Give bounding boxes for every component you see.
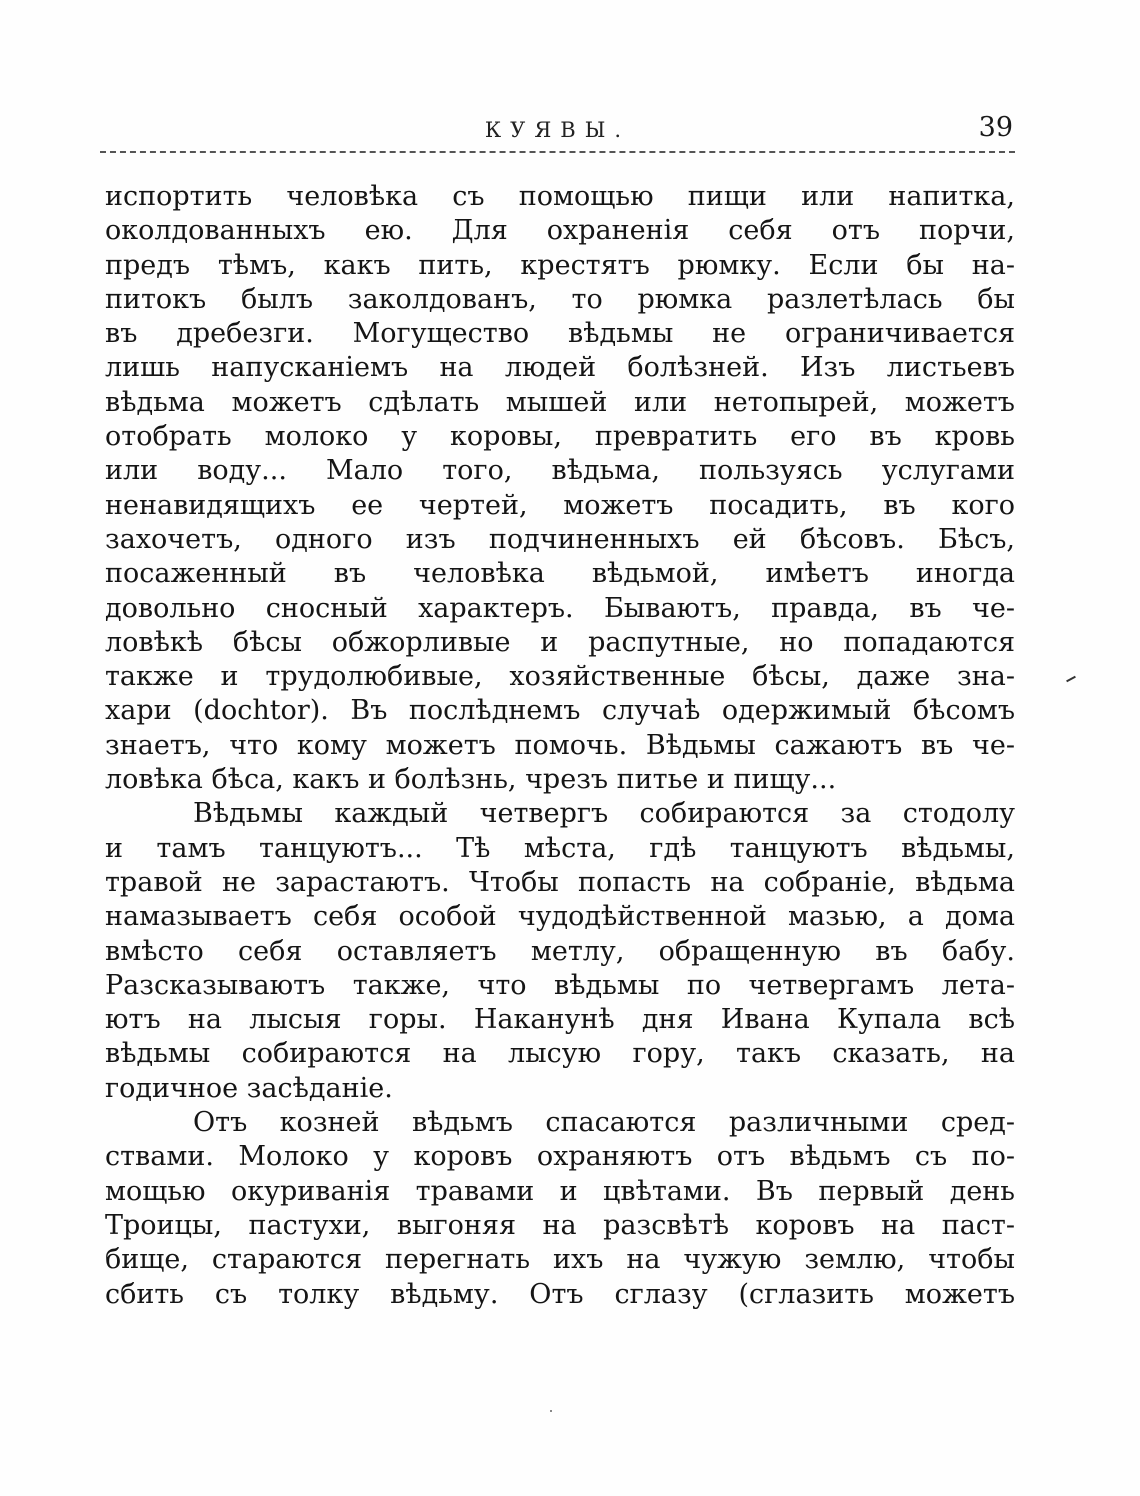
text-line: бище, стараются перегнать ихъ на чужую землю, чтобы xyxy=(105,1244,1015,1276)
text-line: Разсказываютъ также, что вѣдьмы по четвергамъ лета- xyxy=(105,969,1015,1001)
header-rule xyxy=(100,151,1015,153)
body-text xyxy=(105,180,1015,1312)
margin-mark xyxy=(1066,676,1076,682)
text-line: травой не зарастаютъ. Чтобы попасть на собраніе, вѣдьма xyxy=(105,866,1015,898)
text-line: Троицы, пастухи, выгоняя на разсвѣтѣ коровъ на паст- xyxy=(105,1209,1015,1241)
running-head xyxy=(100,112,1015,152)
paragraph-first-line: Вѣдьмы каждый четвергъ собираются за стодолу xyxy=(193,798,1015,830)
text-line: вѣдьмы собираются на лысую гору, такъ сказать, на xyxy=(105,1038,1015,1070)
text-line: сбить съ толку вѣдьму. Отъ сглазу (сглазить можетъ xyxy=(105,1278,1015,1310)
text-line: захочетъ, одного изъ подчиненныхъ ей бѣсовъ. Бѣсъ, xyxy=(105,523,1015,555)
scan-speck xyxy=(550,1410,552,1412)
text-line: околдованныхъ ею. Для охраненія себя отъ порчи, xyxy=(105,215,1015,247)
text-line: предъ тѣмъ, какъ пить, крестятъ рюмку. Если бы на- xyxy=(105,249,1015,281)
text-line: ютъ на лысыя горы. Наканунѣ дня Ивана Купала всѣ xyxy=(105,1004,1015,1036)
text-line: ловѣкѣ бѣсы обжорливые и распутные, но попадаются xyxy=(105,626,1015,658)
text-line: довольно сносный характеръ. Бываютъ, правда, въ че- xyxy=(105,592,1015,624)
paragraph-last-line: ловѣка бѣса, какъ и болѣзнь, чрезъ питье и пищу... xyxy=(105,764,837,796)
paragraph-first-line: Отъ козней вѣдьмъ спасаются различными сред- xyxy=(193,1107,1015,1139)
text-line: ненавидящихъ ее чертей, можетъ посадить, въ кого xyxy=(105,489,1015,521)
text-line: также и трудолюбивые, хозяйственные бѣсы, даже зна- xyxy=(105,661,1015,693)
page-number: 39 xyxy=(978,112,1013,143)
text-line: вмѣсто себя оставляетъ метлу, обращенную въ бабу. xyxy=(105,935,1015,967)
text-line: или воду... Мало того, вѣдьма, пользуясь услугами xyxy=(105,455,1015,487)
running-title: КУЯВЫ. xyxy=(484,118,631,142)
text-line: и тамъ танцуютъ... Тѣ мѣста, гдѣ танцуютъ вѣдьмы, xyxy=(105,832,1015,864)
text-line: знаетъ, что кому можетъ помочь. Вѣдьмы сажаютъ въ че- xyxy=(105,729,1015,761)
text-line: отобрать молоко у коровы, превратить его въ кровь xyxy=(105,421,1015,453)
text-line: ствами. Молоко у коровъ охраняютъ отъ вѣдьмъ съ по- xyxy=(105,1141,1015,1173)
text-line: лишь напусканіемъ на людей болѣзней. Изъ листьевъ xyxy=(105,352,1015,384)
text-line: хари (dochtor). Въ послѣднемъ случаѣ одержимый бѣсомъ xyxy=(105,695,1015,727)
text-line: намазываетъ себя особой чудодѣйственной мазью, а дома xyxy=(105,901,1015,933)
text-line: мощью окуриванія травами и цвѣтами. Въ первый день xyxy=(105,1175,1015,1207)
paragraph-last-line: годичное засѣданіе. xyxy=(105,1072,393,1104)
text-line: питокъ былъ заколдованъ, то рюмка разлетѣлась бы xyxy=(105,283,1015,315)
text-line: въ дребезги. Могущество вѣдьмы не ограничивается xyxy=(105,318,1015,350)
text-line: испортить человѣка съ помощью пищи или напитка, xyxy=(105,181,1015,212)
text-line: вѣдьма можетъ сдѣлать мышей или нетопырей, можетъ xyxy=(105,386,1015,418)
text-line: посаженный въ человѣка вѣдьмой, имѣетъ иногда xyxy=(105,558,1015,590)
